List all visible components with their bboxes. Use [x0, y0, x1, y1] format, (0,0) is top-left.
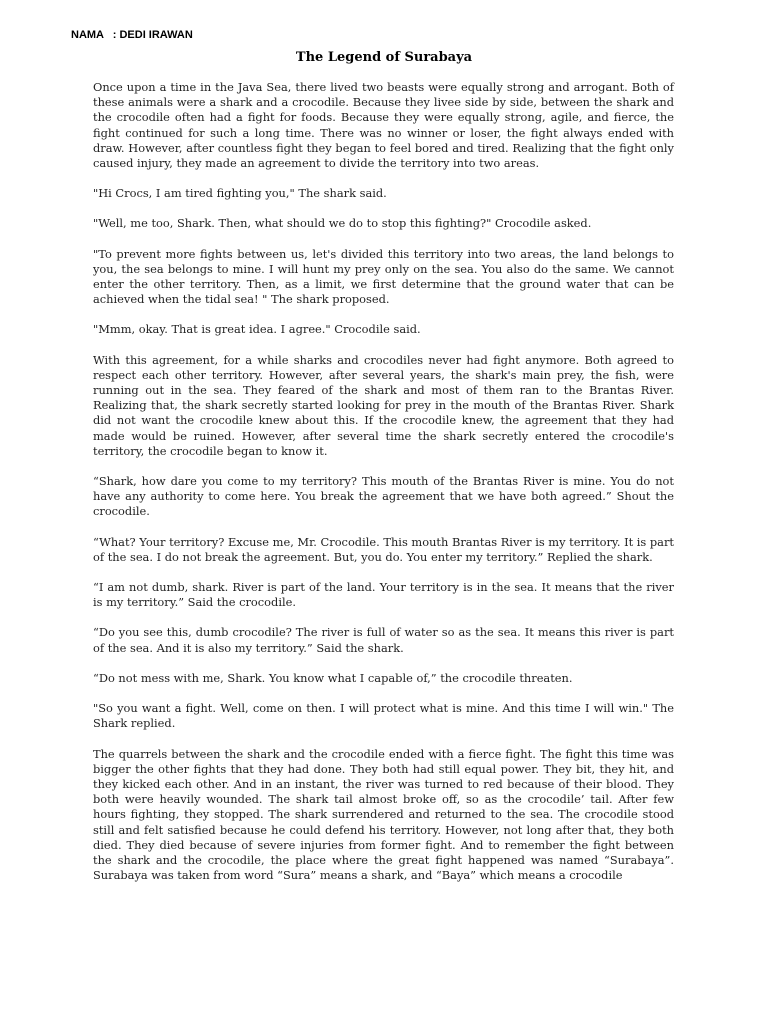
paragraph: "Mmm, okay. That is great idea. I agree." Crocodile said. [93, 322, 421, 337]
paragraph: “Shark, how dare you come to my territory? This mouth of the Brantas River is mine. You do not have any authority to come here. You break the agreement that we have both agreed.” Shout the crocodile. [93, 474, 674, 519]
paragraph: "To prevent more fights between us, let's divided this territory into two areas, the land belongs to you, the sea belongs to mine. I will hunt my prey only on the sea. You also do the same. We cannot enter the other territory. Then, as a limit, we first determine that the ground water that can be achieved when the tidal sea! " The shark proposed. [93, 246, 674, 307]
paragraph: "Hi Crocs, I am tired fighting you," The shark said. [93, 186, 387, 201]
paragraph: "Well, me too, Shark. Then, what should we do to stop this fighting?" Crocodile asked. [93, 216, 592, 231]
paragraph: “Do you see this, dumb crocodile? The river is full of water so as the sea. It means this river is part of the sea. And it is also my territory.” Said the shark. [93, 625, 674, 655]
paragraph: “I am not dumb, shark. River is part of the land. Your territory is in the sea. It means that the river is my territory.” Said the crocodile. [93, 580, 674, 610]
document-title: The Legend of Surabaya [295, 50, 473, 65]
paragraph: "So you want a fight. Well, come on then. I will protect what is mine. And this time I will win." The Shark replied. [93, 701, 674, 731]
paragraph: “What? Your territory? Excuse me, Mr. Crocodile. This mouth Brantas River is my territory. It is part of the sea. I do not break the agreement. But, you do. You enter my territory.” Replied the shark. [93, 534, 674, 564]
paragraph: “Do not mess with me, Shark. You know what I capable of,” the crocodile threaten. [93, 670, 573, 685]
paragraph: The quarrels between the shark and the crocodile ended with a fierce fight. The fight this time was bigger the other fights that they had done. They both had still equal power. They bit, they hit, and they kicked each other. And in an instant, the river was turned to red because of their blood. They both were heavily wounded. The shark tail almost broke off, so as the crocodile’ tail. After few hours fighting, they stopped. The shark surrendered and returned to the sea. The crocodile stood still and felt satisfied because he could defend his territory. However, not long after that, they both died. They died because of severe injuries from former fight. And to remember the fight between the shark and the crocodile, the place where the great fight happened was named “Surabaya”. Surabaya was taken from word “Sura” means a shark, and “Baya” which means a crocodile [93, 746, 674, 883]
student-name: NAMA : DEDI IRAWAN [71, 29, 193, 41]
paragraph: Once upon a time in the Java Sea, there lived two beasts were equally strong and arrogant. Both of these animals were a shark and a crocodile. Because they livee side by side, between the shark and the crocodile often had a fight for foods. Because they were equally strong, agile, and fierce, the fight continued for such a long time. There was no winner or loser, the fight always ended with draw. However, after countless fight they began to feel bored and tired. Realizing that the fight only caused injury, they made an agreement to divide the territory into two areas. [93, 80, 674, 171]
paragraph: With this agreement, for a while sharks and crocodiles never had fight anymore. Both agreed to respect each other territory. However, after several years, the shark's main prey, the fish, were running out in the sea. They feared of the shark and most of them ran to the Brantas River. Realizing that, the shark secretly started looking for prey in the mouth of the Brantas River. Shark did not want the crocodile knew about this. If the crocodile knew, the agreement that they had made would be ruined. However, after several time the shark secretly entered the crocodile's territory, the crocodile began to know it. [93, 352, 674, 458]
document-body [93, 80, 674, 898]
